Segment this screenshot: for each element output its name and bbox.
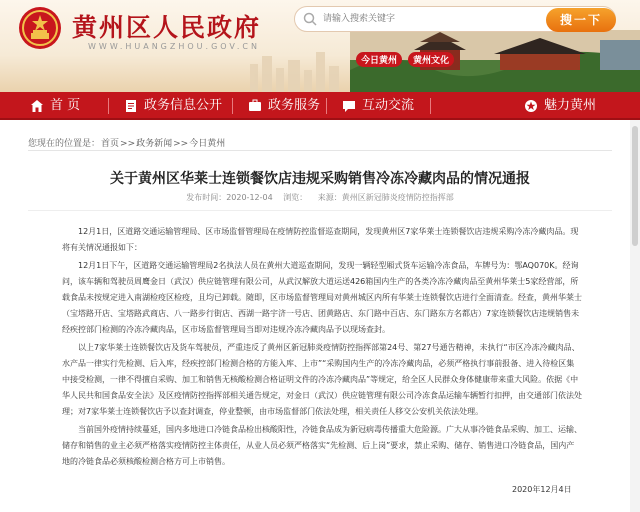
home-icon bbox=[30, 99, 44, 113]
nav-label-home: 首 页 bbox=[50, 98, 81, 113]
nav-label-interaction: 互动交流 bbox=[362, 98, 415, 113]
article-paragraph: 当前国外疫情持续蔓延，国内多地进口冷链食品检出核酸阳性，冷链食品成为新冠病毒传播重大危险源。广大从事冷链食品采购、加工、运输、储存和销售的业主必须严格落实疫情防控主体责任，从业人员必须严格落实“先检测、后上岗”要求，禁止采购、储存、销售进口冷链食品，国内产地的冷链食品必须核酸检测合格方可上市销售。 bbox=[62, 425, 582, 466]
signature-date: 2020年12月4日 bbox=[512, 485, 572, 494]
nav-divider bbox=[232, 98, 233, 114]
breadcrumb-divider bbox=[28, 150, 612, 151]
search-button[interactable]: 搜一下 bbox=[546, 8, 616, 32]
nav-divider bbox=[108, 98, 109, 114]
view-count: 浏览： bbox=[283, 193, 308, 202]
breadcrumb-separator: >> bbox=[120, 139, 136, 149]
site-title[interactable]: 黄州区人民政府 bbox=[72, 13, 262, 42]
breadcrumb-today[interactable]: 今日黄州 bbox=[189, 139, 226, 149]
site-url: WWW.HUANGZHOU.GOV.CN bbox=[88, 42, 260, 51]
nav-label-charm: 魅力黄州 bbox=[544, 98, 597, 113]
search-icon bbox=[303, 12, 317, 26]
article-title: 关于黄州区华莱士连锁餐饮店违规采购销售冷冻冷藏肉品的情况通报 bbox=[110, 171, 530, 187]
photo-tag-today[interactable]: 今日黄州 bbox=[356, 52, 402, 67]
scrollbar-thumb[interactable] bbox=[632, 126, 638, 246]
nav-divider bbox=[326, 98, 327, 114]
chat-icon bbox=[342, 99, 356, 113]
article-source: 来源：黄州区新冠肺炎疫情防控指挥部 bbox=[317, 193, 454, 202]
article-body bbox=[62, 224, 582, 472]
search-box bbox=[294, 6, 616, 32]
document-icon bbox=[124, 99, 138, 113]
star-icon bbox=[524, 99, 538, 113]
search-input[interactable] bbox=[323, 10, 523, 28]
article-paragraph: 12月1日下午，区道路交通运输管理局2名执法人员在黄州大道巡查期间，发现一辆轻型厢式货车运输冷冻食品，车牌号为：鄂AQ070K。经询问，该车辆和驾驶员周鹰金日（武汉）供应链管理有限公司，从武汉解放大道运送426箱国内生产的各类冷冻冷藏肉品至黄州华莱士5家经营部，所载食品未按规定进入南湖检疫区检疫，且均已卸载。随即，区市场监督管理局对黄州城区内所有华莱士连锁餐饮店进行全面清查。经查，黄州华莱士（宝塔路开店、宝塔路武商店、八一路步行街店、西湖一路宇济一号店、团黄路店、东门路中百店、东门路东方名都店）7家连锁餐饮店违规销售未经疾控部门检测的冷冻冷藏肉品，区市场监督管理局当即对违规冷冻冷藏肉品予以现场查封。 bbox=[62, 261, 582, 334]
article-paragraph: 以上7家华莱士连锁餐饮店及货车驾驶员，严重违反了黄州区新冠肺炎疫情防控指挥部第24号、第27号通告精神，未执行“市区冷冻冷藏肉品、水产品一律实行先检测、后入库，经疾控部门检测合格的方能入库、上市”“采购国内生产的冷冻冷藏肉品，必须严格执行事前报备、进入待检区集中接受检测，一律不得擅自采购、加工和销售无核酸检测合格证明文件的冷冻冷藏肉品”等规定，给全区人民群众身体健康带来重大风险。依据《中华人民共和国食品安全法》及区疫情防控指挥部相关通告规定，对金日（武汉）供应链管理有限公司冷冻食品运输车辆暂行扣押，由交通部门依法处理；对7家华莱士连锁餐饮店予以查封调查，停业整顿，由市场监督部门依法处理，相关责任人移交公安机关依法处理。 bbox=[62, 343, 582, 416]
service-icon bbox=[248, 99, 262, 113]
photo-tag-culture[interactable]: 黄州文化 bbox=[408, 52, 454, 67]
breadcrumb-prefix: 您现在的位置是： bbox=[28, 139, 101, 149]
breadcrumb-home[interactable]: 首页 bbox=[101, 139, 120, 149]
breadcrumb bbox=[28, 136, 226, 149]
page-scrollbar[interactable] bbox=[630, 120, 640, 512]
breadcrumb-separator: >> bbox=[173, 139, 189, 149]
article-meta bbox=[0, 192, 640, 203]
main-nav bbox=[0, 92, 640, 120]
meta-divider bbox=[28, 210, 612, 211]
nav-label-gov-info: 政务信息公开 bbox=[144, 98, 223, 113]
nav-label-gov-service: 政务服务 bbox=[268, 98, 321, 113]
article-paragraph: 12月1日，区道路交通运输管理局、区市场监督管理局在疫情防控监督巡查期间，发现黄州区7家华莱士连锁餐饮店违规采购冷冻冷藏肉品。现将有关情况通报如下： bbox=[62, 227, 579, 252]
nav-divider bbox=[430, 98, 431, 114]
national-emblem-icon bbox=[18, 6, 62, 50]
publish-date: 发布时间：2020-12-04 bbox=[186, 193, 273, 202]
site-header bbox=[0, 0, 640, 92]
breadcrumb-news[interactable]: 政务新闻 bbox=[136, 139, 173, 149]
